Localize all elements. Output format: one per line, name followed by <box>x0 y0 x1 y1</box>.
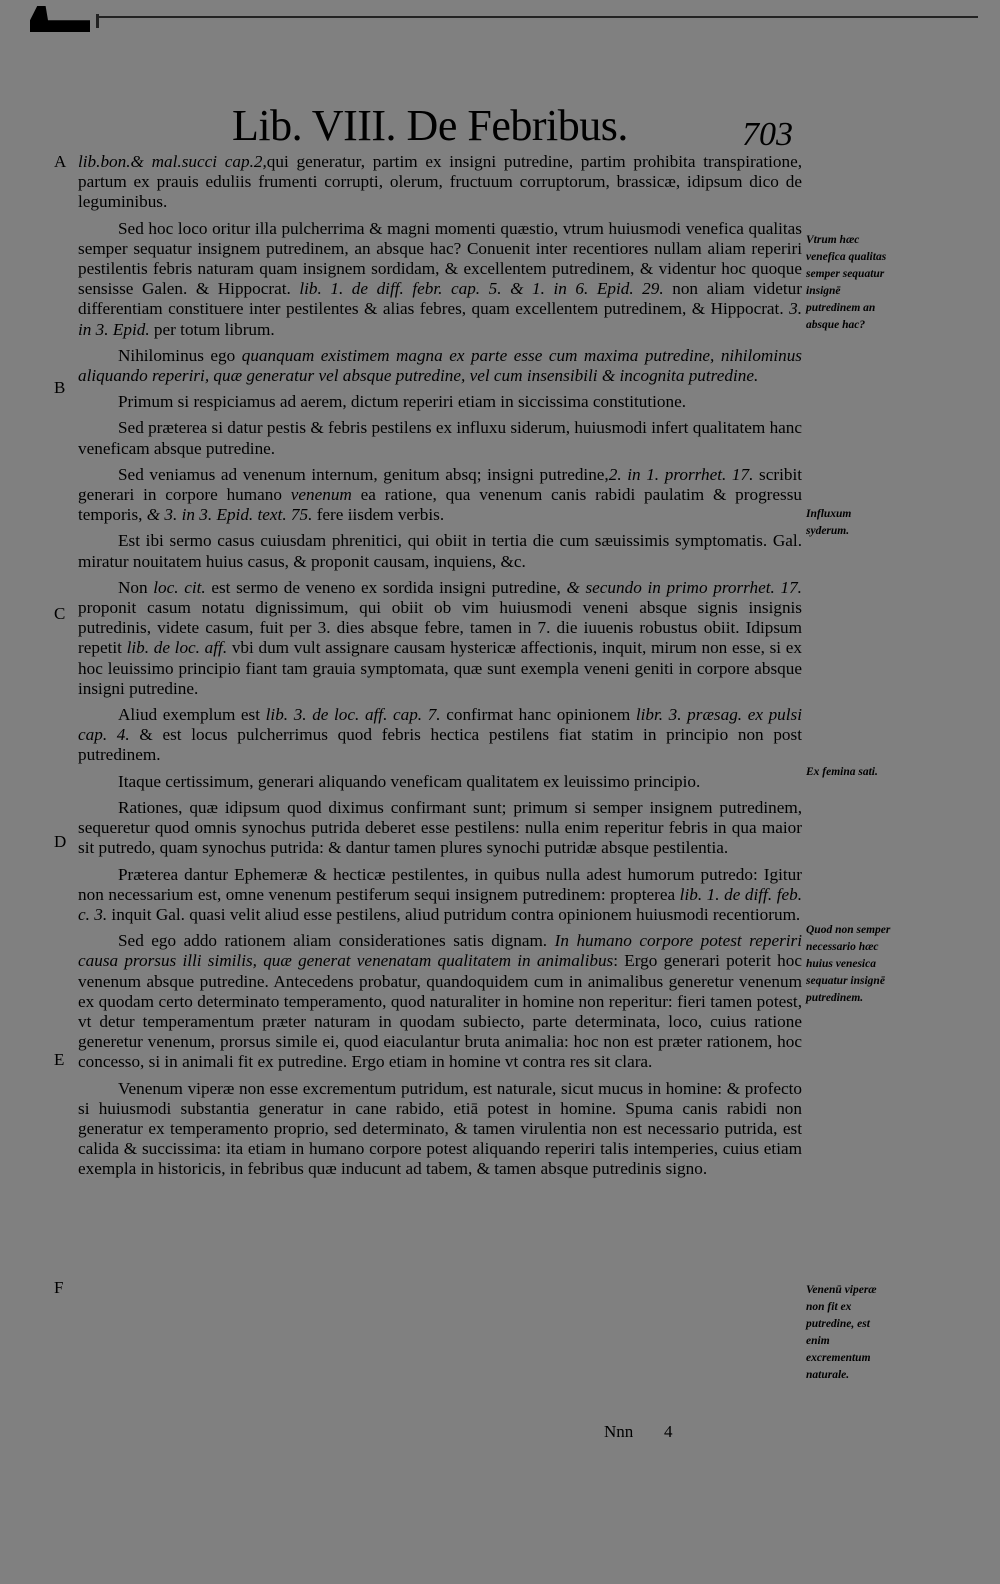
citation-run: lib. 3. de loc. aff. cap. 7. <box>265 705 441 725</box>
paragraph <box>78 1079 802 1180</box>
citation-run: libr. 3. præsag. ex pulsi cap. 4. <box>78 705 803 745</box>
text-run: Rationes, quæ idipsum quod diximus confirmant sunt; primum si semper insignem putredinem, sequeretur quod omnis synochus putrida deberet esse pestilens: nulla enim reperitur febris in qua maior sit putredo, quam synochus putrida: & dantur tamen plures synochi putridæ absque pestilentia. <box>78 797 802 858</box>
text-run: Non <box>118 577 154 597</box>
paragraph <box>78 798 802 859</box>
citation-run: lib. 1. de diff. feb. c. 3. <box>78 884 802 924</box>
citation-run: lib. 1. de diff. febr. cap. 5. & 1. in 6. Epid. 29. <box>290 279 664 299</box>
text-run: Est ibi sermo casus cuiusdam phrenitici, qui obiit in tertia die cum sæuissimis symptomatis. Gal. miratur nouitatem huius casus, & proponit causam, inquiens, &c. <box>78 531 802 571</box>
paragraph <box>78 465 802 526</box>
text-run: Sed præterea si datur pestis & febris pestilens ex influxu siderum, huiusmodi infert qualitatem hanc veneficam absque putredine. <box>78 418 803 458</box>
section-marker-f: F <box>54 1278 64 1297</box>
paragraph <box>78 931 802 1072</box>
running-title: Lib. VIII. De Febribus. <box>232 101 628 150</box>
paragraph <box>78 705 802 766</box>
signature-mark: Nnn <box>604 1422 634 1441</box>
text-run: Sed veniamus ad venenum internum, genitum absq; insigni putredine, <box>118 464 609 484</box>
text-run: Sed hoc loco oritur illa pulcherrima & magni momenti quæstio, vtrum huiusmodi venefica qualitas semper sequatur insignem putredinem, an absque hac? Conuenit inter recentiores nullam aliam reperiri pestilentis febris naturam quam insignem sordidam, & excellentem putredinem, & videntur hoc quoque sensisse Galen. & Hippocrat. <box>78 218 802 299</box>
citation-run: In humano corpore potest reperiri causa prorsus illi similis, quæ generat venenatam qualitatem in animalibus <box>78 931 802 971</box>
text-run: per totum librum. <box>149 319 275 339</box>
text-run: est sermo de veneno ex sordida insigni putredine, <box>205 577 567 597</box>
text-run: Nihilominus ego <box>118 345 242 365</box>
text-run: Præterea dantur Ephemeræ & hecticæ pestilentes, in quibus nulla adest humorum putredo: Igitur non necessarium est, omne venenum pestiferum sequi insignem putredinem: propterea <box>78 864 802 904</box>
text-run: confirmat hanc opinionem <box>440 705 636 725</box>
text-run: scribit generari in corpore humano <box>78 464 802 505</box>
citation-run: 3. in 3. Epid. <box>78 299 803 339</box>
text-run: proponit casum notatu dignissimum, qui obiit ob vim huiusmodi veneni absque signis insignis putredinis, videte casum, fuit per 3. dies absque febre, tamen in 7. die iuuenis robustus obiit. Idipsum repetit <box>78 598 802 658</box>
text-run: Itaque certissimum, generari aliquando veneficam qualitatem ex leuissimo principio. <box>118 771 701 791</box>
signature-number: 4 <box>664 1422 673 1441</box>
citation-run: 2. in 1. prorrhet. 17. <box>608 464 754 484</box>
section-marker-e: E <box>54 1050 65 1069</box>
paragraph <box>78 578 802 699</box>
top-rule <box>98 16 978 18</box>
citation-run: quanquam existimem magna ex parte esse cum maxima putredine, nihilominus aliquando reperiri, quæ generatur vel absque putredine, vel cum insensibili & incognita putredine. <box>78 345 802 386</box>
text-run: : Ergo generari poterit hoc venenum absque putredine. Antecedens probatur, quandoquidem cum in animalibus generetur venenum ex quodam certo determinato temperamento, quod naturaliter in homine non reperitur: fieri tamen potest, vt detur temperamentum præter naturam in quodam subiecto, parte determinata, loco, cuius ratione generetur venenum, prorsus simile ei, quod eiaculantur bruta animalia: hoc non est præter rationem, hoc concesso, si in animali fit ex putredine. Ergo etiam in homine vt contra res sit clara. <box>78 951 802 1072</box>
section-marker-c: C <box>54 604 66 623</box>
paragraph <box>78 865 802 926</box>
text-run: fere iisdem verbis. <box>312 505 445 525</box>
citation-run: lib.bon.& mal.succi cap.2, <box>78 152 267 171</box>
text-run: vbi dum vult assignare causam hystericæ affectionis, inquit, mirum non esse, si ex hoc leuissimo principio fiant tam grauia symptomata, quæ sunt exempla veneni geniti in corpore absque insigni putredine. <box>78 638 802 698</box>
paragraph <box>78 392 802 412</box>
citation-run: lib. de loc. aff. <box>126 638 228 658</box>
paragraph <box>78 152 802 213</box>
folio-number: 703 <box>742 116 793 153</box>
text-run: & est locus pulcherrimus quod febris hectica pestilens fiat statim in principio non post putredinem. <box>78 725 802 765</box>
citation-run: & secundo in primo prorrhet. 17. <box>566 577 802 597</box>
paragraph <box>78 418 802 458</box>
paragraph <box>78 531 802 571</box>
text-run: Aliud exemplum est <box>118 705 266 725</box>
section-marker-a: A <box>54 152 67 171</box>
body-text <box>78 152 802 1180</box>
paragraph <box>78 772 802 792</box>
text-run: qui generatur, partim ex insigni putredine, partim prohibita transpiratione, partum ex prauis eduliis frumenti corrupti, olerum, fructuum corruptorum, brassicæ, idipsum dico de leguminibus. <box>78 152 802 212</box>
text-run: ea ratione, qua venenum canis rabidi paulatim & progressu temporis, <box>78 485 802 525</box>
text-run: non aliam videtur differentiam constituere inter pestilentes & alias febres, quam excellentem putredinem, & Hippocrat. <box>78 279 802 319</box>
paragraph <box>78 346 802 386</box>
citation-run: loc. cit. <box>153 577 206 597</box>
citation-run: venenum <box>290 485 352 505</box>
citation-run: & 3. in 3. Epid. text. 75. <box>146 505 313 525</box>
section-marker-b: B <box>54 378 66 397</box>
text-run: Primum si respiciamus ad aerem, dictum reperiri etiam in siccissima constitutione. <box>118 392 687 412</box>
page-corner-artifact <box>30 6 90 32</box>
text-run: Venenum viperæ non esse excrementum putridum, est naturale, sicut mucus in homine: & profecto si huiusmodi substantia generatur in cane rabido, etiā potest in homine. Spuma canis rabidi non generatur ex temperamento proprio, sed determinato, & tamen virulentia non est necessario putrida, est calida & succissima: ita etiam in humano corpore potest aliquando reperiri talis intemperies, cuius etiam exempla in historicis, in febribus quæ inducunt ad tabem, & tamen absque putredinis signo. <box>78 1078 802 1179</box>
paragraph <box>78 219 802 340</box>
margin-gloss: Ex femina sati. <box>806 766 878 778</box>
text-run: inquit Gal. quasi velit aliud esse pestilens, aliud putridum contra opinionem huiusmodi recentiorum. <box>107 904 801 924</box>
margin-gloss: Vtrum hæc venefica qualitas semper sequatur insignē putredinem an absque hac? <box>806 234 887 331</box>
margin-gloss: Influxum syderum. <box>806 508 852 537</box>
text-run: Sed ego addo rationem aliam considerationes satis dignam. <box>118 931 555 951</box>
section-marker-d: D <box>54 832 67 851</box>
margin-gloss: Quod non semper necessario hæc huius venesica sequatur insignē putredinem. <box>806 924 891 1004</box>
margin-gloss: Venenū viperæ non fit ex putredine, est enim excrementum naturale. <box>806 1284 877 1381</box>
